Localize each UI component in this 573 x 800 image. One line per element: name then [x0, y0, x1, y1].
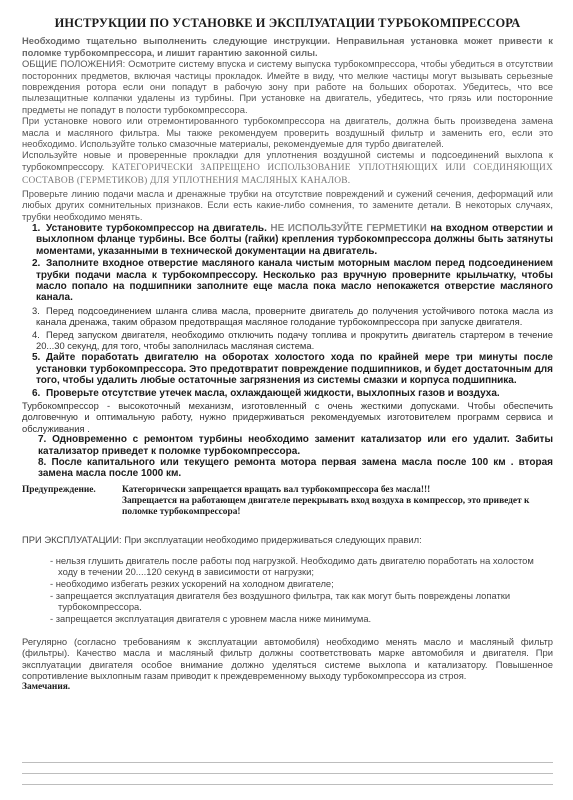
maintenance-paragraph: Регулярно (согласно требованиям к эксплуатации автомобиля) необходимо менять масло и масляный фильтр (фильтры). Качество масла и масляный фильтр должны соответствовать марке автомобиля и двигателя. При эксплуатации двигателя особое внимание должно уделяться системе выхлопа и катализатору. Повышенное сопротивление выхлопным газам приводит к преждевременному выходу турбокомпрессора из строя. — [22, 635, 553, 682]
operation-rules — [50, 555, 553, 625]
step-7: 7. Одновременно с ремонтом турбины необходимо заменит катализатор или его удалит. Забиты катализатор приведет к поломке турбокомпрессора. — [38, 434, 553, 457]
rule-item: - запрещается эксплуатация двигателя без воздушного фильтра, так как могут быть повреждены лопатки турбокомпрессора. — [50, 590, 511, 613]
step-8: 8. После капитального или текущего ремонта мотора первая замена масла после 100 км . вторая замена масла после 1000 км. — [38, 457, 553, 480]
intro-paragraph: Необходимо тщательно выполненить следующие инструкции. Неправильная установка может привести к поломке турбокомпрессора, и лишит гарантию законной силы. — [22, 35, 553, 58]
operation-intro: ПРИ ЭКСПЛУАТАЦИИ: При эксплуатации необходимо придерживаться следующих правил: — [22, 534, 422, 546]
general-heading: ОБЩИЕ ПОЛОЖЕНИЯ: — [22, 58, 126, 70]
remarks-line — [22, 784, 553, 785]
general-paragraph-1 — [22, 58, 553, 115]
general-paragraph-3 — [22, 149, 553, 187]
rule-item: - запрещается эксплуатация двигателя с уровнем масла ниже минимума. — [50, 613, 372, 625]
sealant-prohibition: КАТЕГОРИЧЕСКИ ЗАПРЕЩЕНО ИСПОЛЬЗОВАНИЕ УПЛОТНЯЮЩИХ ИЛИ СОЕДИНЯЮЩИХ СОСТАВОВ (ГЕРМЕТИКОВ) ДЛЯ УПЛОТНЕНИЯ МАСЛЯНЫХ КАНАЛОВ. — [22, 162, 553, 187]
step-6: 6. Проверьте отсутствие утечек масла, охлаждающей жидкости, выхлопных газов и воздуха. — [32, 387, 500, 399]
document-title: ИНСТРУКЦИИ ПО УСТАНОВКЕ И ЭКСПЛУАТАЦИИ ТУРБОКОМПРЕССОРА — [54, 16, 521, 30]
general-text-1: Осмотрите систему впуска и систему выпуска турбокомпрессора, чтобы убедиться в отсутствии посторонних предметов, включая частицы прокладок. Имейте в виду, что мелкие частицы могут вызывать серьезные повреждения ротора если они попадут в рабочую зону при работе на больших оборотах. Убедитесь, что все пылезащитные колпачки удалены из турбины. При установке на двигатель, убедитесь, что грязь или посторонние предметы не попадут в полости турбокомпрессора. — [22, 58, 553, 115]
rule-item: - необходимо избегать резких ускорений на холодном двигателе; — [50, 578, 334, 590]
remarks-lines — [22, 762, 553, 795]
remarks-line — [22, 773, 553, 774]
remarks-line — [22, 762, 553, 763]
warning-block — [22, 485, 553, 519]
warning-line-2: Запрещается на работающем двигателе перекрывать вход воздуха в компрессор, это приведет к поломке турбокомпрессора! — [122, 496, 530, 518]
general-paragraph-2: При установке нового или отремонтированного турбокомпрессора на двигатель, должна быть произведена замена масла и масляного фильтра. Мы также рекомендуем проверить воздушный фильтр и заменить его, если это необходимо. Используйте только смазочные материалы, рекомендуемые для турбо двигателей. — [22, 115, 553, 150]
operation-heading: ПРИ ЭКСПЛУАТАЦИИ: — [22, 534, 122, 546]
general-paragraph-4: Проверьте линию подачи масла и дренажные трубки на отсутствие повреждений и сужений сечения, деформаций или любых других сомнительных признаков. Если есть какие-либо сомнения, то замените детали. В некоторых случаях, трубки необходимо менять. — [22, 187, 553, 222]
step-4: 4. Перед запуском двигателя, необходимо отключить подачу топлива и прокрутить двигатель стартером в течение 20...30 секунд, для того, чтобы заполнилась масляная система. — [32, 328, 553, 351]
gaskets-text: Используйте новые и проверенные прокладки для уплотнения воздушной системы и подсоединений выхлопа к турбокомпрессору. — [22, 149, 553, 172]
no-sealant-warning: НЕ ИСПОЛЬЗУЙТЕ ГЕРМЕТИКИ — [270, 222, 427, 234]
step-3: 3. Перед подсоединением шланга слива масла, проверните двигатель до получения устойчивого потока масла из канала дренажа, таким образом предотвращая масляное голодание турбокомпрессора при запуске двигателя. — [32, 304, 553, 328]
warning-line-1: Категорически запрещается вращать вал турбокомпрессора без масла!!! — [122, 484, 431, 495]
rule-item: - нельзя глушить двигатель после работы под нагрузкой. Необходимо дать двигателю поработать на холостом ходу в течении 20....120 секунд в зависимости от нагрузки; — [50, 554, 534, 578]
warning-label: Предупреждение. — [22, 484, 96, 495]
installation-steps — [22, 223, 553, 399]
step-5: 5. Дайте поработать двигателю на оборотах холостого хода по крайней мере три минуты после установки турбокомпрессора. Это предотвратит повреждение подшипников, и будет достаточным для того, чтобы удалить любые остаточные загрязнения из системы смазки и корпуса подшипника. — [32, 352, 553, 387]
step-1: 1. Установите турбокомпрессор на двигатель. НЕ ИСПОЛЬЗУЙТЕ ГЕРМЕТИКИ на входном отверстии и выхлопном фланце турбины. Все болты (гайки) крепления турбокомпрессора должны быть затянуты моментами, указанными в технической документации на двигатель. — [32, 222, 553, 257]
remarks-label: Замечания. — [22, 682, 71, 693]
service-paragraph: Турбокомпрессор - высокоточный механизм, изготовленный с очень жесткими допусками. Чтобы обеспечить долговечную и оптимальную работу, нужно придерживаться рекомендуемых изготовителем программ сервиса и обслуживания . — [22, 400, 553, 434]
step-2: 2. Заполните входное отверстие масляного канала чистым моторным маслом перед подсоединением трубки подачи масла к турбокомпрессору. Несколько раз вручную проверните крыльчатку, чтобы масло попало на подшипники заполните еще масла пока масло непокажется отверстие масляного канала. — [32, 258, 553, 304]
